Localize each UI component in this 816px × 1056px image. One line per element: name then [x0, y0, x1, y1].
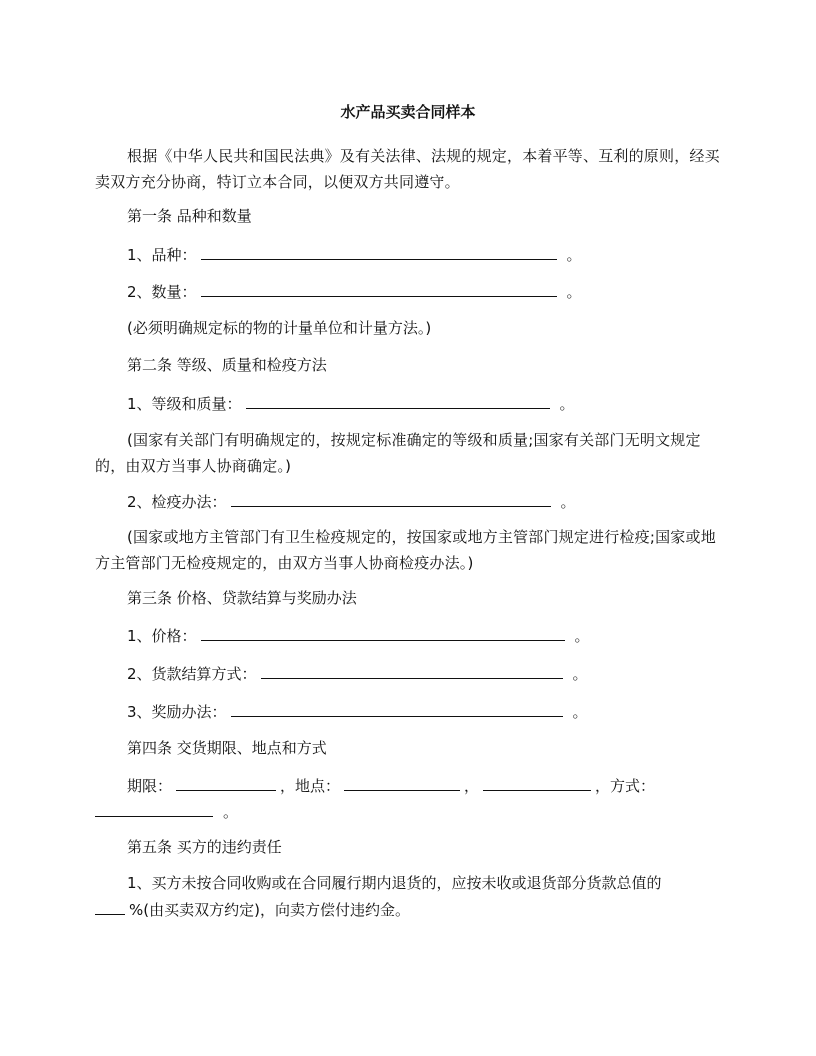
- grade-quality-label: 1、等级和质量：: [127, 395, 242, 413]
- article-1-item-1: [127, 243, 582, 266]
- article-3-item-3: [127, 700, 588, 723]
- method-label: ，方式：: [595, 777, 656, 795]
- article-2-item-1: [127, 392, 575, 415]
- article-3-item-2: [127, 662, 588, 685]
- period: 。: [560, 493, 576, 511]
- quantity-blank[interactable]: [201, 280, 557, 297]
- reward-label: 3、奖励办法：: [127, 703, 227, 721]
- quantity-label: 2、数量：: [127, 283, 197, 301]
- article-1-item-2: [127, 280, 582, 303]
- article-2-note-2: (国家或地方主管部门有卫生检疫规定的，按国家或地方主管部门规定进行检疫;国家或地方主管部门无检疫规定的，由双方当事人协商检疫办法。): [95, 528, 716, 572]
- reward-blank[interactable]: [231, 700, 563, 717]
- article-5-heading: 第五条 买方的违约责任: [127, 838, 282, 856]
- article-4-terms-cont: [95, 800, 238, 823]
- article-2-item-2: [127, 490, 576, 513]
- article-1-heading: 第一条 品种和数量: [127, 207, 252, 225]
- variety-label: 1、品种：: [127, 246, 197, 264]
- intro-paragraph: 根据《中华人民共和国民法典》及有关法律、法规的规定，本着平等、互利的原则，经买卖双方充分协商，特订立本合同，以便双方共同遵守。: [95, 147, 720, 191]
- term-label: 期限：: [127, 777, 173, 795]
- place-blank-2[interactable]: [483, 774, 591, 791]
- place-label: ，地点：: [280, 777, 341, 795]
- quarantine-label: 2、检疫办法：: [127, 493, 227, 511]
- variety-blank[interactable]: [201, 243, 557, 260]
- period: 。: [572, 703, 588, 721]
- settlement-blank[interactable]: [261, 662, 563, 679]
- article-2-note-1: (国家有关部门有明确规定的，按规定标准确定的等级和质量;国家有关部门无明文规定的，由双方当事人协商确定。): [95, 431, 701, 475]
- article-2-heading: 第二条 等级、质量和检疫方法: [127, 356, 327, 374]
- comma: ，: [464, 777, 480, 795]
- penalty-percent-blank[interactable]: [95, 898, 125, 915]
- period: 。: [572, 665, 588, 683]
- article-4-heading: 第四条 交货期限、地点和方式: [127, 739, 327, 757]
- term-blank[interactable]: [176, 774, 276, 791]
- quarantine-blank[interactable]: [231, 490, 551, 507]
- article-3-item-1: [127, 624, 590, 647]
- settlement-label: 2、货款结算方式：: [127, 665, 257, 683]
- penalty-text: %(由买卖双方约定)，向卖方偿付违约金。: [129, 901, 410, 919]
- period: 。: [223, 803, 239, 821]
- price-label: 1、价格：: [127, 627, 197, 645]
- document-title: 水产品买卖合同样本: [340, 103, 476, 121]
- article-3-heading: 第三条 价格、贷款结算与奖励办法: [127, 589, 357, 607]
- period: 。: [566, 246, 582, 264]
- period: 。: [559, 395, 575, 413]
- period: 。: [566, 283, 582, 301]
- price-blank[interactable]: [201, 624, 565, 641]
- period: 。: [574, 627, 590, 645]
- article-5-item-1: 1、买方未按合同收购或在合同履行期内退货的，应按未收或退货部分货款总值的: [127, 874, 662, 892]
- article-5-item-1-cont: [95, 898, 410, 921]
- article-1-note: (必须明确规定标的物的计量单位和计量方法。): [127, 319, 432, 337]
- place-blank[interactable]: [344, 774, 460, 791]
- method-blank[interactable]: [95, 800, 213, 817]
- article-4-terms: [127, 774, 655, 797]
- grade-quality-blank[interactable]: [246, 392, 550, 409]
